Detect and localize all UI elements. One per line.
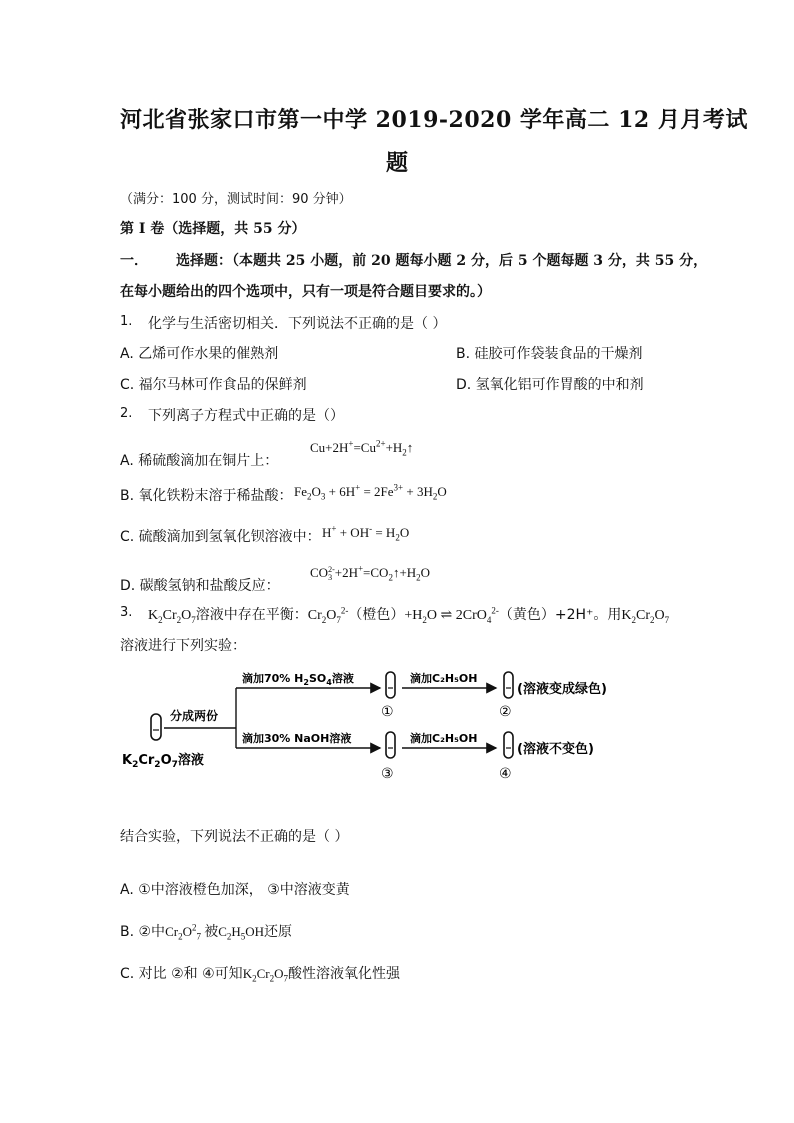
instructions-line2: 在每小题给出的四个选项中，只有一项是符合题目要求的。） [120, 284, 491, 300]
test-tube-3 [386, 732, 395, 758]
page-title-line2: 题 [386, 150, 409, 176]
tube-2-label: ② [499, 704, 512, 720]
q3-option-a: A. ①中溶液橙色加深， ③中溶液变黄 [120, 882, 350, 898]
section-title: 第 I 卷（选择题，共 55 分） [120, 221, 306, 237]
q1-option-b: B. 硅胶可作袋装食品的干燥剂 [456, 346, 643, 362]
tube-3-label: ③ [381, 766, 394, 782]
q2-option-d-text: D. 碳酸氢钠和盐酸反应： [120, 578, 280, 594]
q3-option-b: B. ②中$Cr_2O^2_7$ 被$C_2H_5OH$还原 [120, 922, 293, 942]
instructions-number: 一． [120, 253, 148, 269]
q2-option-a-equation: $Cu+2H^+=Cu^{2+}+H_2↑$ [310, 438, 414, 458]
exam-info: （满分：100 分，测试时间：90 分钟） [120, 192, 352, 207]
ethanol-top: 滴加C₂H₅OH [410, 672, 478, 685]
start-test-tube [151, 714, 161, 740]
page-title-line1: 河北省张家口市第一中学 2019-2020 学年高二 12 月月考试 [120, 107, 748, 133]
q3-stem-line1: $K_2Cr_2O_7$溶液中存在平衡：$Cr_2O_7^{2-}$（橙色）$+H_2O$ ⇌ 2CrO$_4^{2-}$（黄色）+2H⁺。用$K_2Cr_2O_7$ [148, 605, 670, 625]
q1-stem: 化学与生活密切相关．下列说法不正确的是（ ） [148, 316, 447, 332]
q1-option-a: A. 乙烯可作水果的催熟剂 [120, 346, 279, 362]
reagent-top: 滴加70% $H_2SO_4$溶液 [242, 672, 354, 687]
q2-option-c-equation: $H^+ + OH^- = H_2O$ [322, 523, 410, 543]
test-tube-1 [386, 672, 395, 698]
experiment-diagram [118, 668, 658, 798]
q2-option-d-equation: CO 2- 3 $+2H^+=CO_2↑+H_2O$ [310, 563, 431, 583]
start-label: $K_2Cr_2O_7$溶液 [122, 753, 204, 770]
test-tube-4 [504, 732, 513, 758]
q1-option-d: D. 氢氧化铝可作胃酸的中和剂 [456, 377, 644, 393]
q2-number: 2. [120, 406, 133, 421]
test-tube-2 [504, 672, 513, 698]
split-label: 分成两份 [170, 709, 219, 723]
q1-number: 1. [120, 314, 133, 329]
q2-option-b-text: B. 氧化铁粉末溶于稀盐酸： [120, 488, 293, 504]
q1-option-c: C. 福尔马林可作食品的保鲜剂 [120, 377, 307, 393]
q2-stem: 下列离子方程式中正确的是（） [148, 408, 344, 424]
instructions-line1: 选择题：（本题共 25 小题，前 20 题每小题 2 分，后 5 个题每题 3 分，共 55 分， [176, 253, 708, 269]
ethanol-bottom: 滴加C₂H₅OH [410, 732, 478, 745]
result-bottom: (溶液不变色) [517, 742, 594, 757]
tube-1-label: ① [381, 704, 394, 720]
q3-number: 3. [120, 605, 133, 620]
tube-4-label: ④ [499, 766, 512, 782]
q3-stem-line2: 溶液进行下列实验： [120, 638, 246, 654]
q2-option-b-equation: $Fe_2O_3 + 6H^+ = 2Fe^{3+} + 3H_2O$ [294, 482, 447, 502]
q3-option-c: C. 对比 ②和 ④可知$K_2Cr_2O_7$酸性溶液氧化性强 [120, 966, 400, 984]
q3-followup: 结合实验，下列说法不正确的是（ ） [120, 829, 349, 845]
result-top: (溶液变成绿色) [517, 682, 607, 697]
q2-option-a-text: A. 稀硫酸滴加在铜片上： [120, 453, 279, 469]
reagent-bottom: 滴加30% NaOH溶液 [242, 732, 352, 745]
q2-option-c-text: C. 硫酸滴加到氢氧化钡溶液中： [120, 529, 321, 545]
